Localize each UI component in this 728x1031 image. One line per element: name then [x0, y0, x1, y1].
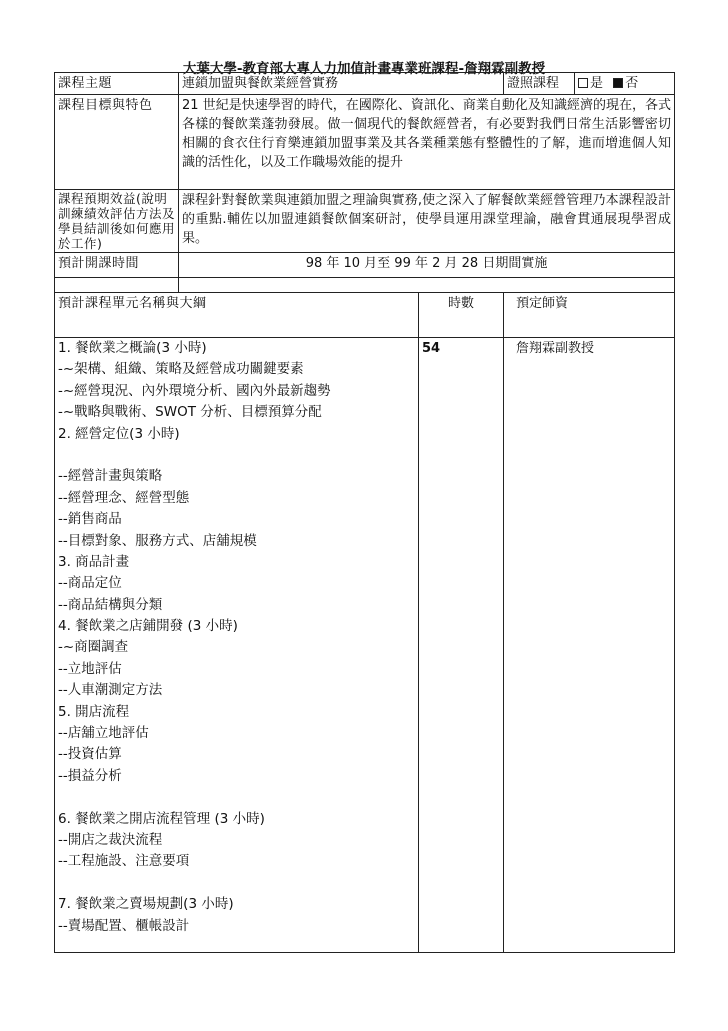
outline-item: --商品定位: [58, 575, 122, 592]
course-form-table: [54, 72, 675, 953]
outline-item: --經營計畫與策略: [58, 468, 163, 485]
effect-text: 課程針對餐飲業與連鎖加盟之理論與實務,使之深入了解餐飲業經營管理乃本課程設計的重點.輔佐以加盟連鎖餐飲個案研討，使學員運用課堂理論，融會貫通展現學習成果。: [179, 190, 675, 253]
outline-item: --工程施設、注意要項: [58, 853, 190, 870]
outline-cell: [55, 338, 419, 953]
schedule-label: 預計開課時間: [55, 253, 179, 278]
cert-options: [575, 73, 675, 95]
outline-item: [58, 787, 415, 808]
topic-label: 課程主題: [55, 73, 179, 95]
outline-item: --銷售商品: [58, 511, 122, 528]
outline-item: --投資估算: [58, 746, 122, 763]
units-label: 預計課程單元名稱與大綱: [55, 293, 419, 338]
cert-no-checkbox[interactable]: [613, 78, 623, 88]
outline-item: --立地評估: [58, 660, 122, 677]
cert-label: 證照課程: [504, 73, 575, 95]
schedule-value: 98 年 10 月至 99 年 2 月 28 日期間實施: [179, 253, 675, 278]
outline-item: -~經營現況、內外環境分析、國內外最新趨勢: [58, 382, 331, 399]
outline-item: --賣場配置、櫃帳設計: [58, 917, 190, 934]
outline-item: [58, 873, 415, 894]
schedule-row: [55, 253, 675, 278]
outline-item: -~戰略與戰術、SWOT 分析、目標預算分配: [58, 404, 322, 421]
effect-row: [55, 190, 675, 253]
spacer-row: [55, 278, 675, 293]
outline-item: [58, 445, 415, 466]
topic-row: [55, 73, 675, 95]
outline-item: --店舖立地評估: [58, 725, 149, 742]
goal-label: 課程目標與特色: [55, 95, 179, 190]
units-body-row: [55, 338, 675, 953]
outline-item: 3. 商品計畫: [58, 553, 130, 570]
outline-item: 7. 餐飲業之賣場規劃(3 小時): [58, 896, 234, 913]
hours-label: 時數: [419, 293, 504, 338]
topic-value: 連鎖加盟與餐飲業經營實務: [179, 73, 504, 95]
outline-item: 6. 餐飲業之開店流程管理 (3 小時): [58, 810, 265, 827]
goal-row: [55, 95, 675, 190]
outline-item: --經營理念、經營型態: [58, 489, 190, 506]
outline-item: 4. 餐飲業之店鋪開發 (3 小時): [58, 618, 238, 635]
outline-item: --損益分析: [58, 767, 122, 784]
course-outline: [58, 338, 415, 937]
outline-item: 1. 餐飲業之概論(3 小時): [58, 340, 207, 356]
cert-yes-checkbox[interactable]: [578, 78, 588, 88]
spacer-cell: [55, 278, 179, 293]
outline-item: 2. 經營定位(3 小時): [58, 425, 180, 442]
cert-no-label: 否: [625, 76, 639, 91]
outline-item: 5. 開店流程: [58, 703, 130, 720]
outline-item: -~架構、組織、策略及經營成功關鍵要素: [58, 361, 304, 378]
units-header-row: [55, 293, 675, 338]
effect-label: 課程預期效益(說明訓練績效評估方法及學員結訓後如何應用於工作): [55, 190, 179, 253]
outline-item: --商品結構與分類: [58, 596, 163, 613]
outline-item: -~商圈調查: [58, 639, 129, 656]
goal-text: 21 世紀是快速學習的時代，在國際化、資訊化、商業自動化及知識經濟的現在，各式各樣的餐飲業蓬勃發展。做一個現代的餐飲經營者，有必要對我們日常生活影響密切相關的食衣住行育樂連鎖加盟事業及其各業種業態有整體性的了解，進而增進個人知識的活性化，以及工作職場效能的提升: [179, 95, 675, 190]
spacer-cell-wide: [179, 278, 675, 293]
cert-yes-label: 是: [590, 76, 604, 91]
document-title: 大葉大學-教育部大專人力加值計畫專業班課程-詹翔霖副教授: [182, 61, 546, 77]
outline-item: --人車潮測定方法: [58, 682, 163, 699]
outline-item: --開店之裁決流程: [58, 831, 163, 848]
outline-item: --目標對象、服務方式、店舖規模: [58, 532, 257, 549]
teacher-value: 詹翔霖副教授: [504, 338, 675, 953]
hours-value: 54: [419, 338, 504, 953]
teacher-label: 預定師資: [504, 293, 675, 338]
